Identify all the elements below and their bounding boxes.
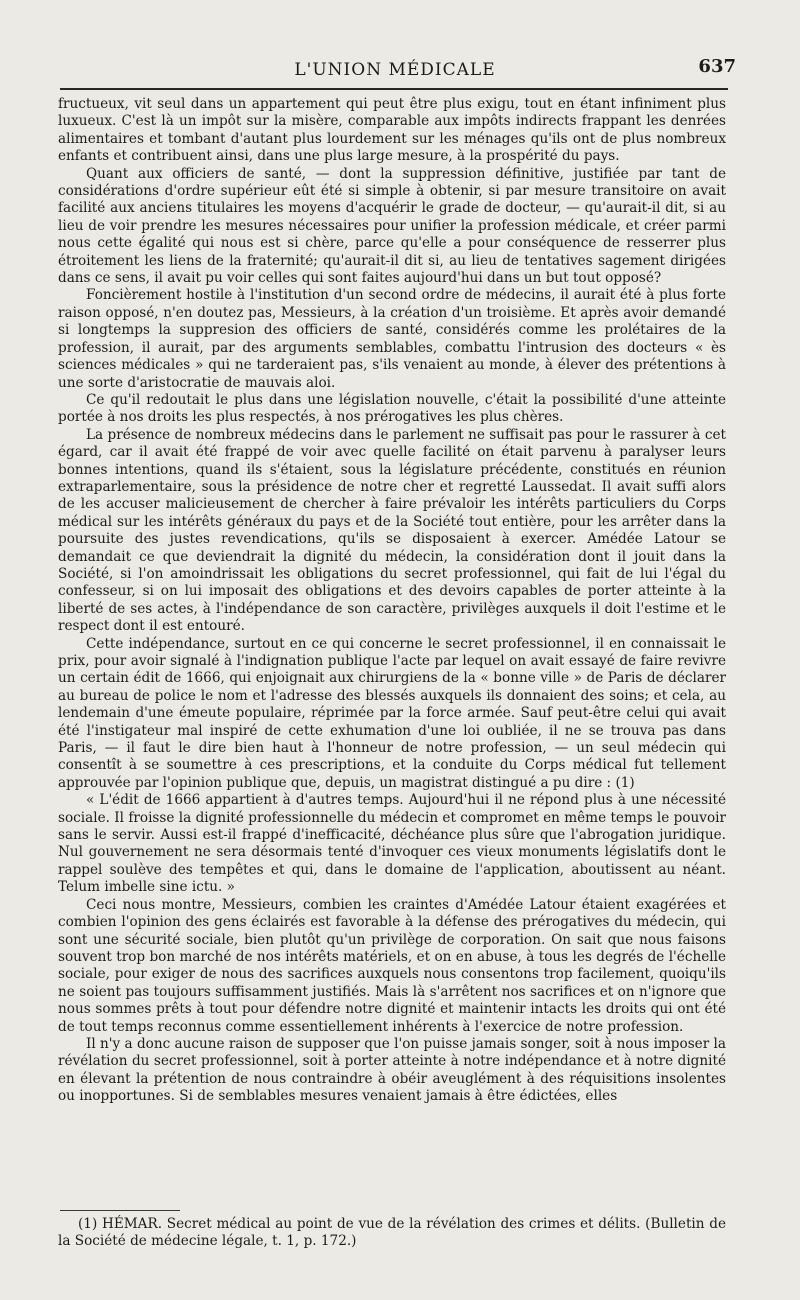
quotation: « L'édit de 1666 appartient à d'autres temps. Aujourd'hui il ne répond plus à une nécessité sociale. Il froisse la dignité professionnelle du médecin et compromet en même temps le pouvoir sans le servir. Aussi est-il frappé d'inefficacité, déchéance plus sûre que l'abrogation juridique. Nul gouvernement ne sera désormais tenté d'invoquer ces vieux monuments législatifs dont le rappel soulève des tempêtes et qui, dans le domaine de l'application, aboutissent au néant. Telum imbelle sine ictu. » xyxy=(58,792,726,896)
paragraph: Ce qu'il redoutait le plus dans une législation nouvelle, c'était la possibilité d'une atteinte portée à nos droits les plus respectés, à nos prérogatives les plus chères. xyxy=(58,391,726,426)
footnote xyxy=(58,1216,726,1251)
header-rule xyxy=(60,88,728,90)
page-header xyxy=(60,56,736,86)
body-text xyxy=(58,96,726,1106)
paragraph: Ceci nous montre, Messieurs, combien les craintes d'Amédée Latour étaient exagérées et combien l'opinion des gens éclairés est favorable à la défense des prérogatives du médecin, qui sont une sécurité sociale, bien plutôt qu'un privilège de corporation. On sait que nous faisons souvent trop bon marché de nos intérêts matériels, et on en abuse, à tous les degrés de l'échelle sociale, pour exiger de nous des sacrifices auxquels nous consentons trop facilement, quoiqu'ils ne soient pas toujours suffisamment justifiés. Mais là s'arrêtent nos sacrifices et on n'ignore que nous sommes prêts à tout pour défendre notre dignité et maintenir intacts les droits qui ont été de tout temps reconnus comme essentiellement inhérents à l'exercice de notre profession. xyxy=(58,896,726,1035)
page-number: 637 xyxy=(698,56,736,77)
footnote-text: (1) HÉMAR. Secret médical au point de vue de la révélation des crimes et délits. (Bulletin de la Société de médecine légale, t. 1, p. 172.) xyxy=(58,1216,726,1250)
paragraph: Foncièrement hostile à l'institution d'un second ordre de médecins, il aurait été à plus forte raison opposé, n'en doutez pas, Messieurs, à la création d'un troisième. Et après avoir demandé si longtemps la suppresion des officiers de santé, considérés comme les prolétaires de la profession, il aurait, par des arguments semblables, combattu l'intrusion des docteurs « ès sciences médicales » qui ne tarderaient pas, s'ils venaient au monde, à élever des prétentions à une sorte d'aristocratie de mauvais aloi. xyxy=(58,287,726,391)
paragraph: La présence de nombreux médecins dans le parlement ne suffisait pas pour le rassurer à cet égard, car il avait été frappé de voir avec quelle facilité on était parvenu à paralyser leurs bonnes intentions, quand ils s'étaient, sous la législature précédente, constitués en réunion extraparlementaire, sous la présidence de notre cher et regretté Laussedat. Il avait suffi alors de les accuser malicieusement de chercher à faire prévaloir les intérêts particuliers du Corps médical sur les intérêts généraux du pays et de la Société tout entière, pour les arrêter dans la poursuite des justes revendications, qu'ils se disposaient à exercer. Amédée Latour se demandait ce que deviendrait la dignité du médecin, la considération dont il jouit dans la Société, si l'on amoindrissait les obligations du secret professionnel, qui fait de lui l'égal du confesseur, si on lui imposait des obligations et des devoirs capables de porter atteinte à la liberté de ses actes, à l'indépendance de son caractère, privilèges auxquels il doit l'estime et le respect dont il est entouré. xyxy=(58,426,726,635)
running-title: L'UNION MÉDICALE xyxy=(294,60,496,80)
paragraph: Cette indépendance, surtout en ce qui concerne le secret professionnel, il en connaissait le prix, pour avoir signalé à l'indignation publique l'acte par lequel on avait essayé de faire revivre un certain édit de 1666, qui enjoignait aux chirurgiens de la « bonne ville » de Paris de déclarer au bureau de police le nom et l'adresse des blessés auxquels ils donnaient des soins; et cela, au lendemain d'une émeute populaire, réprimée par la force armée. Sauf peut-être celui qui avait été l'instigateur mal inspiré de cette exhumation d'une loi oubliée, il ne se trouva pas dans Paris, — il faut le dire bien haut à l'honneur de notre profession, — un seul médecin qui consentît à se soumettre à ces prescriptions, et la conduite du Corps médical fut tellement approuvée par l'opinion publique que, depuis, un magistrat distingué a pu dire : (1) xyxy=(58,635,726,791)
paragraph: Quant aux officiers de santé, — dont la suppression définitive, justifiée par tant de considérations d'ordre supérieur eût été si simple à obtenir, si par mesure transitoire on avait facilité aux anciens titulaires les moyens d'acquérir le grade de docteur, — qu'aurait-il dit, si au lieu de voir prendre les mesures nécessaires pour unifier la profession médicale, et créer parmi nous cette égalité qui nous est si chère, parce qu'elle a pour conséquence de resserrer plus étroitement les liens de la fraternité; qu'aurait-il dit si, au lieu de tentatives sagement dirigées dans ce sens, il avait pu voir celles qui sont faites aujourd'hui dans un but tout opposé? xyxy=(58,165,726,287)
paragraph: fructueux, vit seul dans un appartement qui peut être plus exigu, tout en étant infiniment plus luxueux. C'est là un impôt sur la misère, comparable aux impôts indirects frappant les denrées alimentaires et tombant d'autant plus lourdement sur les ménages qu'ils ont de plus nombreux enfants et contribuent ainsi, dans une plus large mesure, à la prospérité du pays. xyxy=(58,96,726,165)
paragraph: Il n'y a donc aucune raison de supposer que l'on puisse jamais songer, soit à nous imposer la révélation du secret professionnel, soit à porter atteinte à notre indépendance et à notre dignité en élevant la prétention de nous contraindre à obéir aveuglément à des réquisitions insolentes ou inopportunes. Si de semblables mesures venaient jamais à être édictées, elles xyxy=(58,1035,726,1105)
footnote-rule xyxy=(60,1210,180,1211)
